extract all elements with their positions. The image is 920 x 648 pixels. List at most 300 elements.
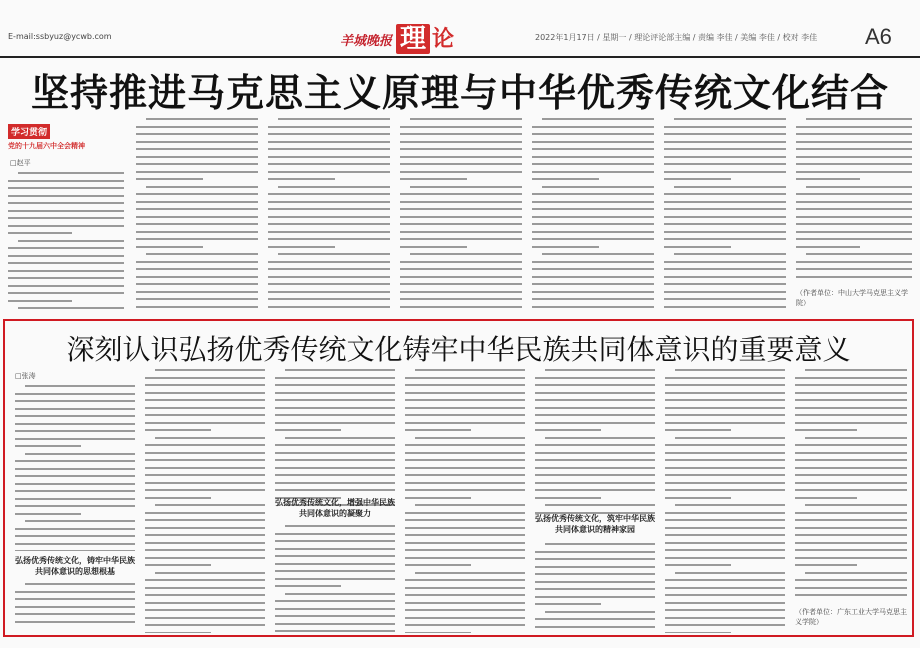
text-line xyxy=(405,489,525,491)
text-line xyxy=(25,583,135,585)
text-line xyxy=(400,223,522,225)
text-line xyxy=(405,407,525,409)
second-signoff: （作者单位：广东工业大学马克思主义学院） xyxy=(795,608,907,626)
top-article-column xyxy=(400,118,522,312)
email-address: E-mail:ssbyuz@ycwb.com xyxy=(8,32,112,41)
text-line xyxy=(796,178,860,180)
text-line xyxy=(535,474,655,476)
text-line xyxy=(664,238,786,240)
text-line xyxy=(542,186,654,188)
text-line xyxy=(535,558,655,560)
boxed-article-column xyxy=(535,543,655,633)
text-line xyxy=(136,306,258,308)
text-line xyxy=(665,429,731,431)
text-line xyxy=(664,201,786,203)
text-line xyxy=(796,193,912,195)
text-line xyxy=(136,193,258,195)
text-line xyxy=(795,587,907,589)
text-line xyxy=(275,623,395,625)
text-line xyxy=(275,600,395,602)
top-article xyxy=(0,118,920,318)
text-line xyxy=(275,540,395,542)
text-line xyxy=(796,276,912,278)
text-line xyxy=(405,497,471,499)
text-line xyxy=(268,223,390,225)
text-line xyxy=(674,118,786,120)
text-line xyxy=(664,126,786,128)
text-line xyxy=(145,624,265,626)
text-line xyxy=(15,475,135,477)
text-line xyxy=(665,467,785,469)
text-line xyxy=(664,291,786,293)
text-line xyxy=(796,231,912,233)
text-line xyxy=(796,141,912,143)
text-line xyxy=(8,180,124,182)
text-line xyxy=(796,268,912,270)
text-line xyxy=(405,429,471,431)
text-line xyxy=(15,613,135,615)
text-line xyxy=(796,148,912,150)
text-line xyxy=(275,615,395,617)
text-line xyxy=(664,193,786,195)
text-line xyxy=(795,594,907,596)
text-line xyxy=(400,246,467,248)
text-line xyxy=(136,223,258,225)
text-line xyxy=(136,156,258,158)
text-line xyxy=(136,148,258,150)
text-line xyxy=(664,156,786,158)
text-line xyxy=(532,238,654,240)
text-line xyxy=(664,231,786,233)
text-line xyxy=(275,630,395,632)
text-line xyxy=(535,444,655,446)
text-line xyxy=(796,133,912,135)
text-line xyxy=(805,572,907,574)
text-line xyxy=(675,369,785,371)
text-line xyxy=(8,195,124,197)
text-line xyxy=(136,291,258,293)
text-line xyxy=(796,171,912,173)
text-line xyxy=(275,533,395,535)
boxed-article-column xyxy=(665,369,785,633)
text-line xyxy=(145,407,265,409)
text-line xyxy=(796,246,860,248)
text-line xyxy=(268,141,390,143)
section-subhead: 弘扬优秀传统文化，增强中华民族共同体意识的凝聚力 xyxy=(275,498,395,518)
text-line xyxy=(795,422,907,424)
text-line xyxy=(796,216,912,218)
text-line xyxy=(400,171,522,173)
text-line xyxy=(806,253,912,255)
text-line xyxy=(8,225,124,227)
text-line xyxy=(535,392,655,394)
text-line xyxy=(8,187,124,189)
text-line xyxy=(145,587,265,589)
top-article-column xyxy=(796,118,912,284)
text-line xyxy=(795,534,907,536)
text-line xyxy=(805,437,907,439)
text-line xyxy=(400,238,522,240)
text-line xyxy=(535,377,655,379)
text-line xyxy=(535,482,655,484)
text-line xyxy=(795,444,907,446)
text-line xyxy=(145,377,265,379)
text-line xyxy=(795,549,907,551)
text-line xyxy=(400,193,522,195)
text-line xyxy=(268,283,390,285)
text-line xyxy=(155,369,265,371)
text-line xyxy=(405,549,525,551)
text-line xyxy=(136,126,258,128)
text-line xyxy=(664,306,786,308)
text-line xyxy=(405,557,525,559)
masthead-rule xyxy=(0,56,920,58)
text-line xyxy=(268,231,390,233)
text-line xyxy=(405,482,525,484)
text-line xyxy=(542,253,654,255)
text-line xyxy=(8,300,72,302)
text-line xyxy=(400,261,522,263)
text-line xyxy=(795,557,907,559)
text-line xyxy=(145,467,265,469)
text-line xyxy=(796,208,912,210)
text-line xyxy=(285,525,395,527)
text-line xyxy=(285,369,395,371)
text-line xyxy=(275,608,395,610)
text-line xyxy=(665,609,785,611)
text-line xyxy=(674,253,786,255)
text-line xyxy=(405,542,525,544)
text-line xyxy=(405,392,525,394)
text-line xyxy=(268,208,390,210)
text-line xyxy=(795,392,907,394)
text-line xyxy=(278,118,390,120)
text-line xyxy=(8,217,124,219)
text-line xyxy=(665,519,785,521)
text-line xyxy=(405,377,525,379)
text-line xyxy=(268,148,390,150)
text-line xyxy=(400,268,522,270)
section-subhead: 弘扬优秀传统文化，筑牢中华民族共同体意识的精神家园 xyxy=(535,514,655,534)
top-article-column xyxy=(268,118,390,312)
text-line xyxy=(400,201,522,203)
text-line xyxy=(535,581,655,583)
boxed-article-column xyxy=(15,583,135,633)
text-line xyxy=(136,238,258,240)
text-line xyxy=(15,393,135,395)
text-line xyxy=(145,519,265,521)
text-line xyxy=(8,202,124,204)
text-line xyxy=(15,460,135,462)
text-line xyxy=(535,429,601,431)
text-line xyxy=(535,399,655,401)
text-line xyxy=(542,118,654,120)
text-line xyxy=(15,498,135,500)
text-line xyxy=(268,291,390,293)
text-line xyxy=(15,591,135,593)
text-line xyxy=(664,208,786,210)
text-line xyxy=(155,437,265,439)
text-line xyxy=(410,186,522,188)
text-line xyxy=(532,216,654,218)
text-line xyxy=(145,579,265,581)
text-line xyxy=(405,624,525,626)
section-badge-small: 论 xyxy=(432,27,455,52)
text-line xyxy=(405,519,525,521)
text-line xyxy=(674,186,786,188)
text-line xyxy=(664,261,786,263)
text-line xyxy=(145,602,265,604)
text-line xyxy=(268,126,390,128)
text-line xyxy=(136,261,258,263)
text-line xyxy=(664,216,786,218)
text-line xyxy=(145,399,265,401)
text-line xyxy=(535,497,601,499)
text-line xyxy=(532,223,654,225)
text-line xyxy=(410,118,522,120)
text-line xyxy=(405,594,525,596)
text-line xyxy=(18,240,124,242)
text-line xyxy=(18,307,124,309)
text-line xyxy=(275,474,395,476)
text-line xyxy=(665,602,785,604)
text-line xyxy=(405,422,525,424)
section-badge-big: 理 xyxy=(396,24,430,54)
text-line xyxy=(665,542,785,544)
text-line xyxy=(15,423,135,425)
text-line xyxy=(278,253,390,255)
boxed-article xyxy=(3,319,914,637)
text-line xyxy=(665,392,785,394)
text-line xyxy=(535,414,655,416)
text-line xyxy=(532,291,654,293)
boxed-article-column xyxy=(275,525,395,633)
text-line xyxy=(136,201,258,203)
text-line xyxy=(15,400,135,402)
text-line xyxy=(532,126,654,128)
text-line xyxy=(795,407,907,409)
text-line xyxy=(795,474,907,476)
text-line xyxy=(275,414,395,416)
text-line xyxy=(532,283,654,285)
text-line xyxy=(410,253,522,255)
text-line xyxy=(15,535,135,537)
boxed-article-column xyxy=(405,369,525,633)
text-line xyxy=(145,384,265,386)
text-line xyxy=(405,474,525,476)
text-line xyxy=(665,594,785,596)
text-line xyxy=(8,285,124,287)
text-line xyxy=(532,178,599,180)
top-signoff: （作者单位：中山大学马克思主义学院） xyxy=(796,289,908,307)
text-line xyxy=(665,452,785,454)
text-line xyxy=(664,148,786,150)
text-line xyxy=(532,298,654,300)
text-line xyxy=(8,255,124,257)
text-line xyxy=(145,542,265,544)
text-line xyxy=(665,617,785,619)
page-headline: 坚持推进马克思主义原理与中华优秀传统文化结合 xyxy=(30,71,889,115)
text-line xyxy=(545,543,655,545)
text-line xyxy=(145,452,265,454)
text-line xyxy=(275,422,395,424)
text-line xyxy=(665,564,731,566)
text-line xyxy=(8,232,72,234)
text-line xyxy=(415,369,525,371)
text-line xyxy=(796,238,912,240)
text-line xyxy=(665,399,785,401)
text-line xyxy=(268,193,390,195)
text-line xyxy=(795,429,857,431)
text-line xyxy=(8,292,124,294)
text-line xyxy=(400,216,522,218)
text-line xyxy=(675,437,785,439)
text-line xyxy=(665,557,785,559)
text-line xyxy=(145,414,265,416)
text-line xyxy=(806,186,912,188)
text-line xyxy=(665,489,785,491)
text-line xyxy=(400,276,522,278)
second-byline: □张涛 xyxy=(15,372,36,380)
text-line xyxy=(664,141,786,143)
text-line xyxy=(8,262,124,264)
text-line xyxy=(795,512,907,514)
text-line xyxy=(532,133,654,135)
text-line xyxy=(25,453,135,455)
text-line xyxy=(268,276,390,278)
text-line xyxy=(405,617,525,619)
text-line xyxy=(795,414,907,416)
text-line xyxy=(545,504,655,506)
boxed-article-title: 深刻认识弘扬优秀传统文化铸牢中华民族共同体意识的重要意义 xyxy=(66,333,851,366)
text-line xyxy=(405,534,525,536)
top-article-column xyxy=(664,118,786,312)
text-line xyxy=(665,534,785,536)
text-line xyxy=(8,270,124,272)
text-line xyxy=(275,585,341,587)
boxed-article-column xyxy=(275,369,395,509)
top-article-column xyxy=(532,118,654,312)
text-line xyxy=(795,399,907,401)
text-line xyxy=(8,210,124,212)
text-line xyxy=(665,474,785,476)
text-line xyxy=(275,482,395,484)
text-line xyxy=(535,596,655,598)
text-line xyxy=(664,171,786,173)
rubric-label: 学习贯彻 xyxy=(8,124,50,139)
text-line xyxy=(285,437,395,439)
section-subhead: 弘扬优秀传统文化，铸牢中华民族共同体意识的思想根基 xyxy=(15,556,135,576)
text-line xyxy=(136,208,258,210)
text-line xyxy=(796,223,912,225)
text-line xyxy=(268,171,390,173)
text-line xyxy=(795,452,907,454)
text-line xyxy=(532,246,599,248)
text-line xyxy=(15,445,81,447)
text-line xyxy=(665,549,785,551)
column-rubric xyxy=(8,120,126,150)
text-line xyxy=(400,306,522,308)
text-line xyxy=(275,392,395,394)
text-line xyxy=(400,178,467,180)
text-line xyxy=(15,415,135,417)
text-line xyxy=(146,253,258,255)
text-line xyxy=(665,527,785,529)
text-line xyxy=(665,459,785,461)
text-line xyxy=(795,527,907,529)
text-line xyxy=(535,489,655,491)
text-line xyxy=(15,550,135,551)
text-line xyxy=(136,276,258,278)
text-line xyxy=(405,602,525,604)
text-line xyxy=(664,223,786,225)
text-line xyxy=(145,534,265,536)
text-line xyxy=(795,489,907,491)
text-line xyxy=(545,611,655,613)
text-line xyxy=(532,201,654,203)
text-line xyxy=(400,141,522,143)
text-line xyxy=(145,632,211,634)
text-line xyxy=(535,384,655,386)
text-line xyxy=(545,369,655,371)
text-line xyxy=(665,407,785,409)
text-line xyxy=(532,268,654,270)
text-line xyxy=(275,384,395,386)
text-line xyxy=(795,459,907,461)
boxed-article-column xyxy=(535,369,655,519)
text-line xyxy=(136,171,258,173)
text-line xyxy=(145,617,265,619)
text-line xyxy=(400,283,522,285)
text-line xyxy=(664,133,786,135)
text-line xyxy=(796,201,912,203)
text-line xyxy=(405,587,525,589)
text-line xyxy=(268,298,390,300)
text-line xyxy=(535,573,655,575)
text-line xyxy=(15,513,81,515)
text-line xyxy=(796,261,912,263)
text-line xyxy=(665,497,731,499)
text-line xyxy=(15,438,135,440)
top-byline: □赵平 xyxy=(10,159,31,167)
text-line xyxy=(665,384,785,386)
rubric-subtitle: 党的十九届六中全会精神 xyxy=(8,142,85,150)
text-line xyxy=(795,564,857,566)
text-line xyxy=(664,178,731,180)
text-line xyxy=(795,542,907,544)
text-line xyxy=(268,246,335,248)
text-line xyxy=(400,298,522,300)
text-line xyxy=(535,551,655,553)
top-article-column xyxy=(8,172,124,312)
text-line xyxy=(275,489,395,491)
text-line xyxy=(145,512,265,514)
text-line xyxy=(275,578,395,580)
text-line xyxy=(532,171,654,173)
text-line xyxy=(400,133,522,135)
page-number: A6 xyxy=(865,24,892,49)
text-line xyxy=(665,377,785,379)
text-line xyxy=(136,216,258,218)
text-line xyxy=(664,163,786,165)
text-line xyxy=(275,407,395,409)
text-line xyxy=(664,246,731,248)
text-line xyxy=(136,163,258,165)
text-line xyxy=(405,452,525,454)
text-line xyxy=(665,512,785,514)
text-line xyxy=(545,437,655,439)
text-line xyxy=(664,276,786,278)
